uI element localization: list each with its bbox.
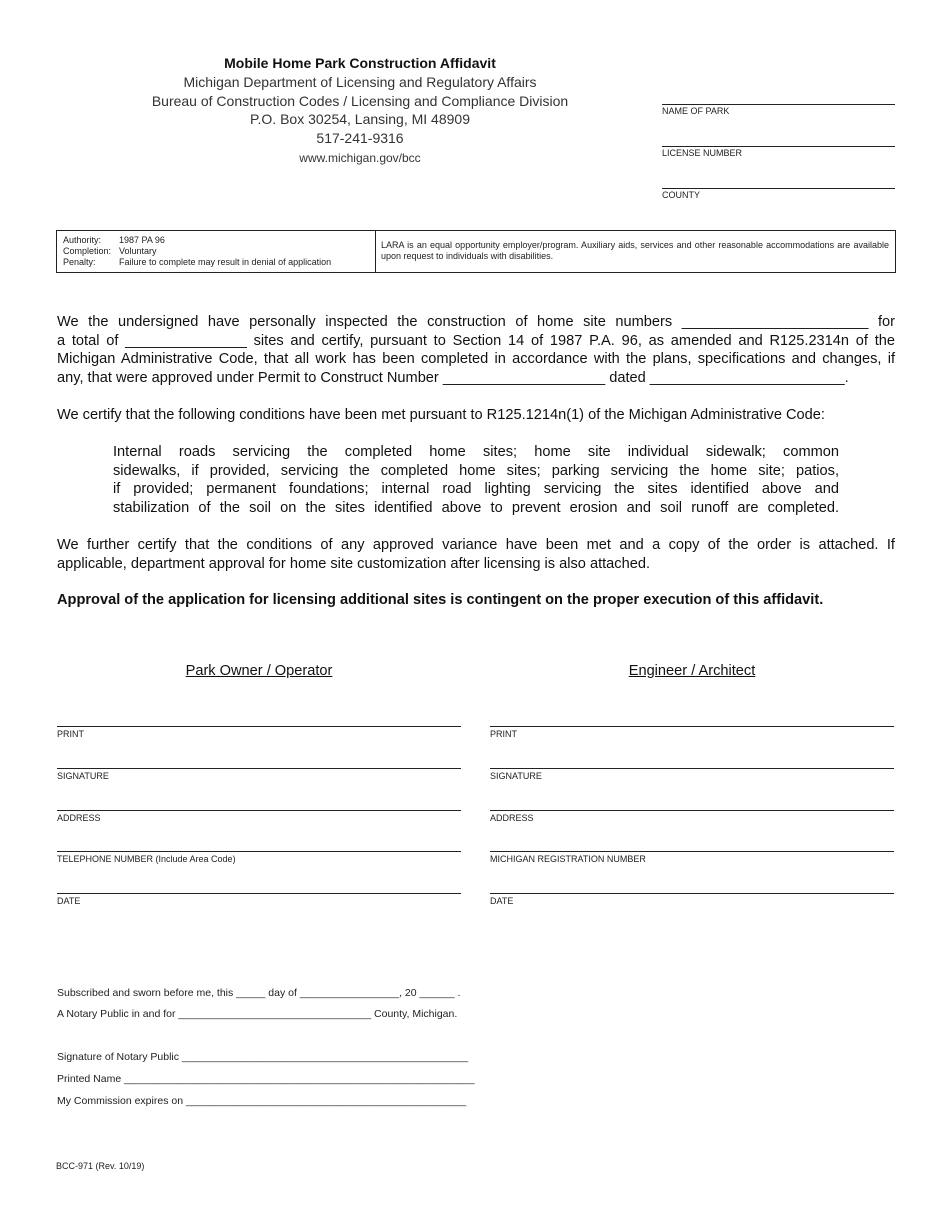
owner-date-label: DATE <box>57 896 81 906</box>
paragraph-line: We the undersigned have personally inspected the construction of home site numbers _______________________ for <box>57 314 895 330</box>
paragraph-line: We further certify that the conditions of any approved variance have been met and a copy of the order is attached. If <box>57 537 895 553</box>
engineer-address-label: ADDRESS <box>490 813 534 823</box>
completion-key: Completion: <box>63 246 112 256</box>
engineer-date-field[interactable] <box>490 893 894 906</box>
notary-county-line[interactable]: A Notary Public in and for _________________________________ County, Michigan. <box>57 1008 458 1020</box>
bureau-name: Bureau of Construction Codes / Licensing and Compliance Division <box>151 93 569 109</box>
paragraph-line: if provided; permanent foundations; internal road lighting servicing the sites identified above and <box>113 481 839 497</box>
authority-box <box>56 230 896 273</box>
engineer-print-label: PRINT <box>490 729 517 739</box>
paragraph-line: applicable, department approval for home site customization after licensing is also attached. <box>57 555 650 572</box>
paragraph-line: stabilization of the soil on the sites identified above to prevent erosion and soil runoff are completed. <box>113 499 839 516</box>
owner-print-field[interactable] <box>57 726 461 739</box>
paragraph-line: sidewalks, if provided, servicing the completed home sites; parking servicing the home site; patios, <box>113 462 839 479</box>
owner-signature-field[interactable] <box>57 768 461 781</box>
authority-row <box>63 235 165 245</box>
website: www.michigan.gov/bcc <box>299 151 421 165</box>
engineer-signature-field[interactable] <box>490 768 894 781</box>
approval-statement: Approval of the application for licensing additional sites is contingent on the proper execution of this affidavit. <box>57 592 824 608</box>
penalty-value: Failure to complete may result in denial of application <box>119 257 332 267</box>
variance-paragraph <box>57 536 895 573</box>
park-owner-heading: Park Owner / Operator <box>185 663 333 679</box>
paragraph-line: We certify that the following conditions have been met pursuant to R125.1214n(1) of the Michigan Administrative Code: <box>57 407 825 423</box>
engineer-date-label: DATE <box>490 896 514 906</box>
authority-key: Authority: <box>63 235 102 245</box>
owner-signature-label: SIGNATURE <box>57 771 109 781</box>
form-title: Mobile Home Park Construction Affidavit <box>224 55 496 71</box>
paragraph-line: a total of _______________ sites and certify, pursuant to Section 14 of 1987 P.A. 96, as amended and R125.2314n of the <box>57 332 895 349</box>
name-of-park-label: NAME OF PARK <box>662 106 730 116</box>
paragraph-line: any, that were approved under Permit to Construct Number ____________________ dated ________________________. <box>57 369 849 386</box>
owner-print-label: PRINT <box>57 729 84 739</box>
penalty-key: Penalty: <box>63 257 96 267</box>
authority-info <box>57 231 376 272</box>
department-name: Michigan Department of Licensing and Regulatory Affairs <box>183 74 537 90</box>
license-number-field[interactable] <box>662 146 895 158</box>
owner-address-field[interactable] <box>57 810 461 823</box>
license-number-label: LICENSE NUMBER <box>662 148 743 158</box>
notary-printed-name-line[interactable]: Printed Name ____________________________________________________________ <box>57 1073 475 1085</box>
name-of-park-field[interactable] <box>662 104 895 116</box>
engineer-address-field[interactable] <box>490 810 894 823</box>
engineer-heading: Engineer / Architect <box>628 663 756 679</box>
phone-number: 517-241-9316 <box>316 130 404 146</box>
engineer-signature-label: SIGNATURE <box>490 771 542 781</box>
authority-value: 1987 PA 96 <box>119 235 165 245</box>
inspection-paragraph <box>57 313 895 387</box>
county-field[interactable] <box>662 188 895 200</box>
completion-row <box>63 246 157 256</box>
notary-signature-line[interactable]: Signature of Notary Public _________________________________________________ <box>57 1051 469 1063</box>
mailing-address: P.O. Box 30254, Lansing, MI 48909 <box>249 111 470 127</box>
owner-date-field[interactable] <box>57 893 461 906</box>
certify-paragraph <box>57 406 895 425</box>
notary-commission-line[interactable]: My Commission expires on ________________________________________________ <box>57 1095 467 1107</box>
conditions-paragraph <box>113 443 839 517</box>
engineer-registration-field[interactable] <box>490 851 894 864</box>
completion-value: Voluntary <box>119 246 157 256</box>
penalty-row <box>63 257 331 267</box>
owner-telephone-field[interactable] <box>57 851 461 864</box>
engineer-registration-label: MICHIGAN REGISTRATION NUMBER <box>490 854 646 864</box>
county-label: COUNTY <box>662 190 700 200</box>
form-revision: BCC-971 (Rev. 10/19) <box>56 1161 145 1171</box>
equal-opportunity-notice: LARA is an equal opportunity employer/program. Auxiliary aids, services and other reasonable accommodations are available upon request to individuals with disabilities. <box>381 240 889 261</box>
paragraph-line: Internal roads servicing the completed home sites; home site individual sidewalk; common <box>113 444 839 460</box>
notary-sworn-line[interactable]: Subscribed and sworn before me, this _____ day of _________________, 20 ______ . <box>57 987 461 999</box>
paragraph-line: Michigan Administrative Code, that all work has been completed in accordance with the plans, specifications and changes, if <box>57 351 895 367</box>
engineer-print-field[interactable] <box>490 726 894 739</box>
owner-address-label: ADDRESS <box>57 813 101 823</box>
owner-telephone-label: TELEPHONE NUMBER (Include Area Code) <box>57 854 236 864</box>
